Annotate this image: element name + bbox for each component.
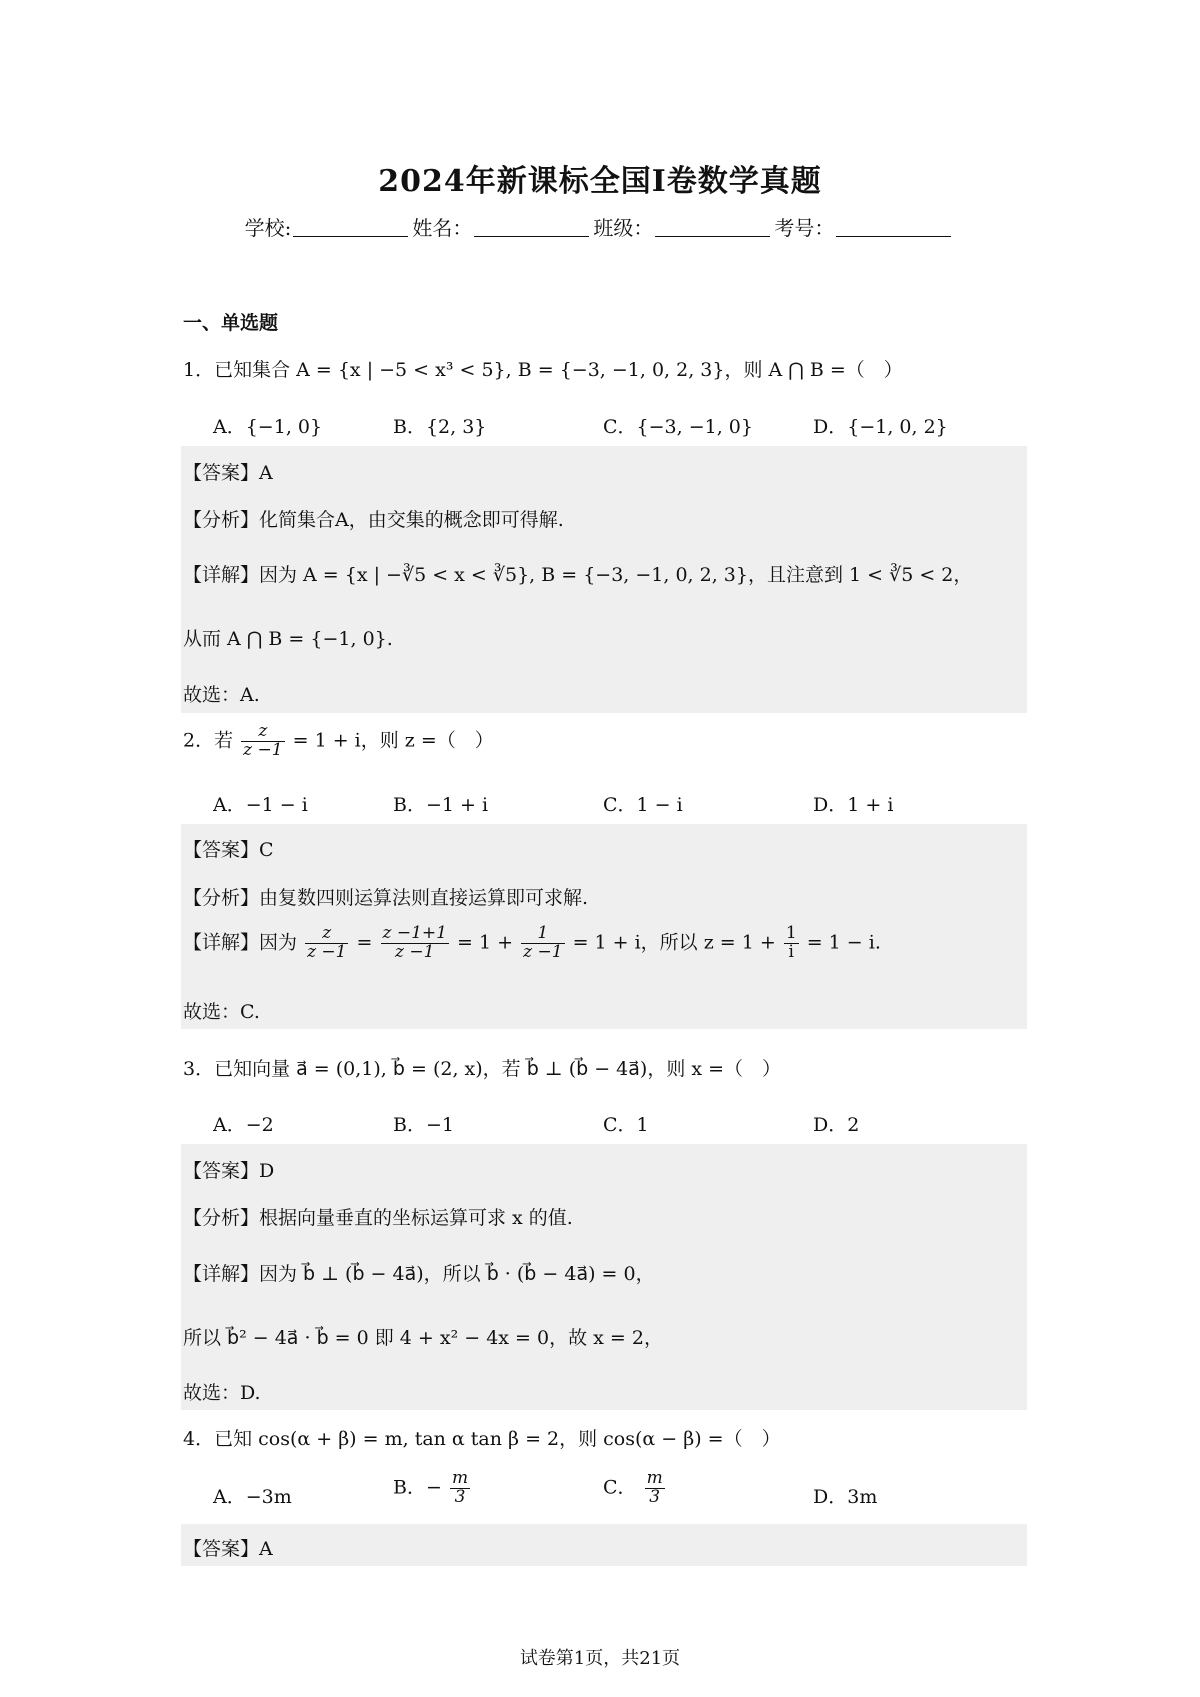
q2-answer: 【答案】C [183, 839, 274, 861]
q2-detail-eq-2: = 1 + [457, 931, 514, 954]
q1-answer: 【答案】A [183, 462, 273, 484]
frac-den: i [788, 941, 794, 962]
q1-option-d: D．{−1, 0, 2} [813, 416, 948, 438]
q1-detail-2: 从而 A ⋂ B = {−1, 0}. [183, 628, 393, 650]
q4-solution-box [181, 1524, 1027, 1566]
q4-option-b [393, 1470, 472, 1507]
q2-detail-frac-4 [784, 925, 799, 962]
frac-den: z −1 [307, 941, 347, 962]
q2-detail-eq-1: = [356, 931, 373, 954]
q3-analysis: 【分析】根据向量垂直的坐标运算可求 x 的值. [183, 1207, 573, 1229]
class-blank[interactable] [655, 218, 770, 237]
q3-answer: 【答案】D [183, 1160, 275, 1182]
page-footer: 试卷第1页，共21页 [519, 1648, 681, 1669]
frac-den: 3 [454, 1486, 466, 1507]
q1-choice: 故选：A. [183, 684, 260, 706]
q3-option-c: C．1 [603, 1114, 649, 1136]
number-blank[interactable] [836, 218, 951, 237]
frac-num: z [305, 925, 348, 944]
q4-option-d: D．3m [813, 1486, 878, 1508]
q1-option-a: A．{−1, 0} [213, 416, 323, 438]
q2-detail-frac-2 [381, 925, 449, 962]
q4-option-c-frac [645, 1470, 665, 1507]
frac-den: z −1 [395, 941, 435, 962]
q2-fraction [241, 723, 284, 760]
q2-suffix: = 1 + i，则 z =（ ） [292, 729, 494, 752]
frac-num: m [451, 1468, 469, 1488]
frac-den: 3 [649, 1486, 661, 1507]
q4-option-a: A．−3m [213, 1486, 292, 1508]
q2-option-d: D．1 + i [813, 794, 894, 816]
school-label: 学校: [244, 216, 292, 240]
name-label: 姓名： [412, 216, 473, 240]
q2-choice: 故选：C. [183, 1001, 260, 1023]
q2-analysis: 【分析】由复数四则运算法则直接运算即可求解. [183, 887, 589, 909]
q2-fraction-den: z −1 [243, 739, 283, 760]
q4-answer: 【答案】A [183, 1538, 273, 1560]
class-label: 班级： [593, 216, 654, 240]
school-blank[interactable] [293, 218, 408, 237]
q2-detail-frac-3 [521, 925, 564, 962]
q3-detail: 【详解】因为 b⃗ ⊥ (b⃗ − 4a⃗)，所以 b⃗ · (b⃗ − 4a⃗) = 0， [183, 1263, 655, 1285]
q3-stem: 3．已知向量 a⃗ = (0,1), b⃗ = (2, x)，若 b⃗ ⊥ (b⃗ − 4a⃗)，则 x =（ ） [183, 1058, 782, 1080]
q1-stem: 1．已知集合 A = {x | −5 < x³ < 5}, B = {−3, −1, 0, 2, 3}，则 A ⋂ B =（ ） [183, 359, 903, 381]
frac-num: 1 [521, 925, 564, 944]
frac-num: 1 [785, 923, 797, 943]
q4-option-b-prefix: B．− [393, 1476, 442, 1499]
q4-option-c [603, 1470, 667, 1507]
q1-detail: 【详解】因为 A = {x | −∛5 < x < ∛5}, B = {−3, −1, 0, 2, 3}，且注意到 1 < ∛5 < 2， [183, 564, 973, 586]
q4-option-b-frac [450, 1470, 470, 1507]
q2-stem [183, 723, 494, 760]
student-info [0, 212, 1200, 241]
q2-option-b: B．−1 + i [393, 794, 489, 816]
q4-stem: 4．已知 cos(α + β) = m, tan α tan β = 2，则 cos(α − β) =（ ） [183, 1428, 781, 1450]
q3-detail-2: 所以 b⃗² − 4a⃗ · b⃗ = 0 即 4 + x² − 4x = 0，故 x = 2， [183, 1327, 663, 1349]
q3-option-a: A．−2 [213, 1114, 274, 1136]
q2-detail-frac-1 [305, 925, 348, 962]
frac-den: z −1 [523, 941, 563, 962]
q4-option-c-prefix: C． [603, 1476, 637, 1499]
q2-prefix: 2．若 [183, 729, 234, 752]
q2-option-c: C．1 − i [603, 794, 683, 816]
name-blank[interactable] [474, 218, 589, 237]
section-heading: 一、单选题 [183, 312, 279, 334]
q2-option-a: A．−1 − i [213, 794, 308, 816]
q2-detail-eq-4: = 1 − i. [806, 931, 881, 954]
q1-analysis: 【分析】化简集合A，由交集的概念即可得解. [183, 509, 564, 531]
frac-num: m [646, 1468, 663, 1488]
number-label: 考号： [774, 216, 835, 240]
q1-option-b: B．{2, 3} [393, 416, 487, 438]
q2-detail-eq-3: = 1 + i，所以 z = 1 + [572, 931, 776, 954]
page-title: 2024年新课标全国Ⅰ卷数学真题 [378, 164, 822, 199]
frac-num: z −1+1 [382, 923, 447, 943]
q3-option-d: D．2 [813, 1114, 860, 1136]
q3-option-b: B．−1 [393, 1114, 454, 1136]
q2-detail [183, 925, 881, 962]
q1-option-c: C．{−3, −1, 0} [603, 416, 753, 438]
q2-detail-prefix: 【详解】因为 [183, 931, 298, 954]
q3-choice: 故选：D. [183, 1382, 261, 1404]
q2-fraction-num: z [241, 723, 284, 742]
